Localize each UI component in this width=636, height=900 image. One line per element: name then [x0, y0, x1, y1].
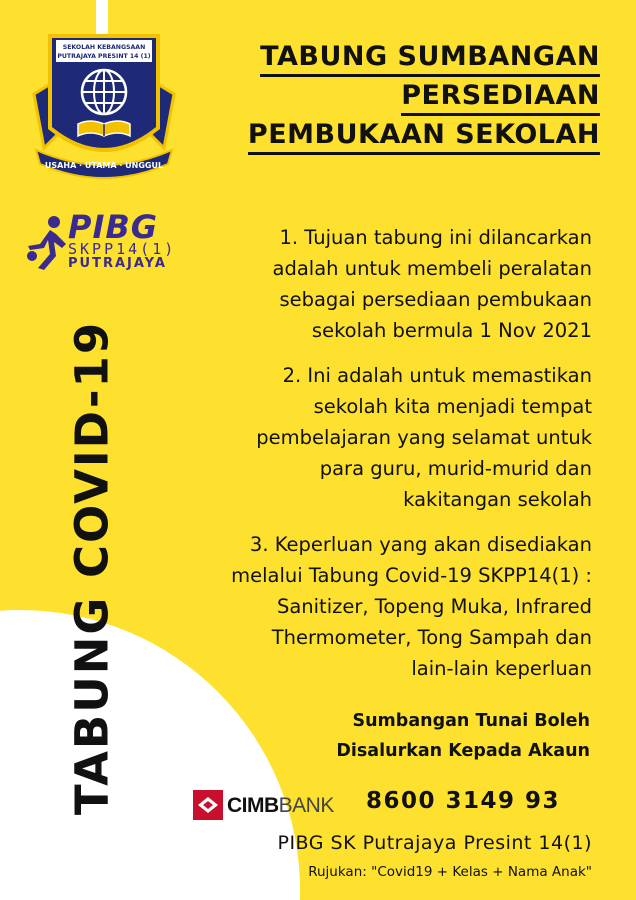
bank-name-thin: BANK: [278, 794, 334, 817]
account-number: 8600 3149 93: [366, 788, 561, 814]
globe-icon: [82, 70, 126, 114]
pibg-city: PUTRAJAYA: [68, 256, 167, 271]
point-3: [192, 529, 592, 684]
info-points: [192, 222, 592, 698]
payment-reference: Rujukan: "Covid19 + Kelas + Nama Anak": [308, 864, 592, 880]
point-line: 1. Tujuan tabung ini dilancarkan: [279, 226, 592, 249]
point-line: Sanitizer, Topeng Muka, Infrared: [276, 595, 592, 618]
point-line: lain-lain keperluan: [411, 657, 592, 680]
bank-logo: [193, 790, 343, 820]
page-title: [248, 38, 600, 155]
point-line: kakitangan sekolah: [403, 488, 592, 511]
crest-motto: USAHA · UTAMA · UNGGUL: [44, 161, 164, 170]
account-name: PIBG SK Putrajaya Presint 14(1): [277, 832, 592, 854]
cta-line-2: Disalurkan Kepada Akaun: [336, 741, 590, 761]
point-line: Thermometer, Tong Sampah dan: [271, 626, 592, 649]
vertical-title: TABUNG COVID-19: [65, 320, 119, 816]
book-icon: [78, 121, 130, 136]
point-1: [192, 222, 592, 346]
pibg-name: PIBG: [68, 208, 159, 246]
point-line: pembelajaran yang selamat untuk: [256, 426, 592, 449]
donation-call-to-action: [336, 706, 590, 766]
point-2: [192, 360, 592, 515]
point-line: melalui Tabung Covid-19 SKPP14(1) :: [231, 564, 592, 587]
pibg-logo: [20, 210, 180, 276]
crest-school-line2: PUTRAJAYA PRESINT 14 (1): [57, 53, 151, 60]
school-crest-logo: [30, 32, 178, 184]
title-line-2: PERSEDIAAN: [401, 79, 600, 116]
point-line: 3. Keperluan yang akan disediakan: [249, 533, 592, 556]
point-line: sebagai persediaan pembukaan: [279, 288, 592, 311]
runner-icon: [24, 214, 68, 272]
crest-school-line1: SEKOLAH KEBANGSAAN: [62, 44, 146, 51]
point-line: adalah untuk membeli peralatan: [272, 257, 592, 280]
point-line: para guru, murid-murid dan: [319, 457, 592, 480]
point-line: sekolah kita menjadi tempat: [313, 395, 592, 418]
title-line-1: TABUNG SUMBANGAN: [260, 40, 600, 77]
bank-name-bold: CIMB: [227, 794, 279, 817]
point-line: 2. Ini adalah untuk memastikan: [282, 364, 592, 387]
cta-line-1: Sumbangan Tunai Boleh: [352, 711, 590, 731]
point-line: sekolah bermula 1 Nov 2021: [311, 319, 592, 342]
bank-name: [227, 794, 334, 818]
cimb-logo-icon: [193, 790, 223, 820]
title-line-3: PEMBUKAAN SEKOLAH: [248, 118, 600, 155]
pibg-code: SKPP14(1): [68, 240, 177, 258]
